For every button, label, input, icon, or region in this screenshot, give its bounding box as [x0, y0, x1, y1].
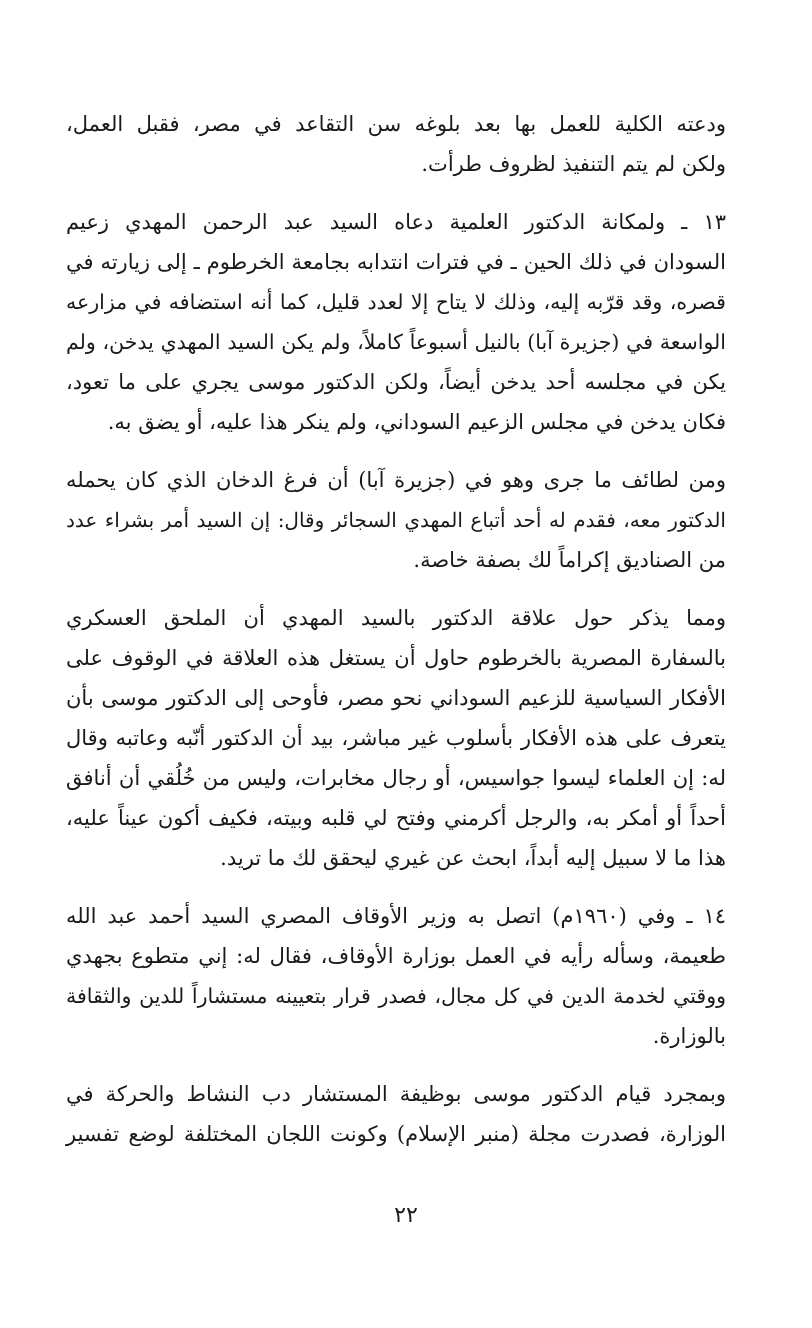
text-line: بالوزارة. [652, 1024, 726, 1048]
text-line: ولكن لم يتم التنفيذ لظروف طرأت. [421, 152, 726, 176]
document-page [66, 104, 726, 1154]
text-line: ودعته الكلية للعمل بها بعد بلوغه سن التقاعد في مصر، فقبل العمل، [66, 112, 726, 136]
text-line: بالسفارة المصرية بالخرطوم حاول أن يستغل هذه العلاقة في الوقوف على [66, 646, 726, 670]
text-line: قصره، وقد قرّبه إليه، وذلك لا يتاح إلا لعدد قليل، كما أنه استضافه في مزارعه [66, 290, 726, 314]
text-line: ووقتي لخدمة الدين في كل مجال، فصدر قرار بتعيينه مستشاراً للدين والثقافة [66, 984, 726, 1008]
text-line: يكن في مجلسه أحد يدخن أيضاً، ولكن الدكتور موسى يجري على ما تعود، [66, 370, 726, 394]
paragraph-1 [66, 104, 726, 184]
paragraph-6 [66, 1074, 726, 1154]
text-line: الدكتور معه، فقدم له أحد أتباع المهدي السجائر وقال: إن السيد أمر بشراء عدد [66, 508, 726, 532]
text-line: فكان يدخن في مجلس الزعيم السوداني، ولم ينكر هذا عليه، أو يضق به. [107, 410, 726, 434]
text-line: ومما يذكر حول علاقة الدكتور بالسيد المهدي أن الملحق العسكري [66, 606, 726, 630]
text-line: السودان في ذلك الحين ـ في فترات انتدابه بجامعة الخرطوم ـ إلى زيارته في [66, 250, 726, 274]
text-line: له: إن العلماء ليسوا جواسيس، أو رجال مخابرات، وليس من خُلُقي أن أنافق [66, 766, 726, 790]
paragraph-5 [66, 896, 726, 1056]
text-line: أحداً أو أمكر به، والرجل أكرمني وفتح لي قلبه وبيته، فكيف أكون عيناً عليه، [66, 806, 726, 830]
text-line: الوزارة، فصدرت مجلة (منبر الإسلام) وكونت اللجان المختلفة لوضع تفسير [66, 1122, 726, 1146]
paragraph-4 [66, 598, 726, 878]
paragraph-2 [66, 202, 726, 442]
text-line: هذا ما لا سبيل إليه أبداً، ابحث عن غيري ليحقق لك ما تريد. [220, 846, 726, 870]
page-number: ٢٢ [394, 1203, 418, 1228]
text-line: يتعرف على هذه الأفكار بأسلوب غير مباشر، بيد أن الدكتور أنّبه وعاتبه وقال [66, 726, 726, 750]
text-line: الواسعة في (جزيرة آبا) بالنيل أسبوعاً كاملاً، ولم يكن السيد المهدي يدخن، ولم [66, 330, 726, 354]
text-line: ١٤ ـ وفي (١٩٦٠م) اتصل به وزير الأوقاف المصري السيد أحمد عبد الله [66, 904, 726, 928]
text-line: طعيمة، وسأله رأيه في العمل بوزارة الأوقاف، فقال له: إني متطوع بجهدي [66, 944, 726, 968]
text-line: من الصناديق إكراماً لك بصفة خاصة. [413, 548, 726, 572]
text-line: وبمجرد قيام الدكتور موسى بوظيفة المستشار دب النشاط والحركة في [66, 1082, 726, 1106]
text-line: الأفكار السياسية للزعيم السوداني نحو مصر، فأوحى إلى الدكتور موسى بأن [66, 686, 726, 710]
text-line: ومن لطائف ما جرى وهو في (جزيرة آبا) أن فرغ الدخان الذي كان يحمله [66, 468, 726, 492]
paragraph-3 [66, 460, 726, 580]
text-line: ١٣ ـ ولمكانة الدكتور العلمية دعاه السيد عبد الرحمن المهدي زعيم [66, 210, 726, 234]
